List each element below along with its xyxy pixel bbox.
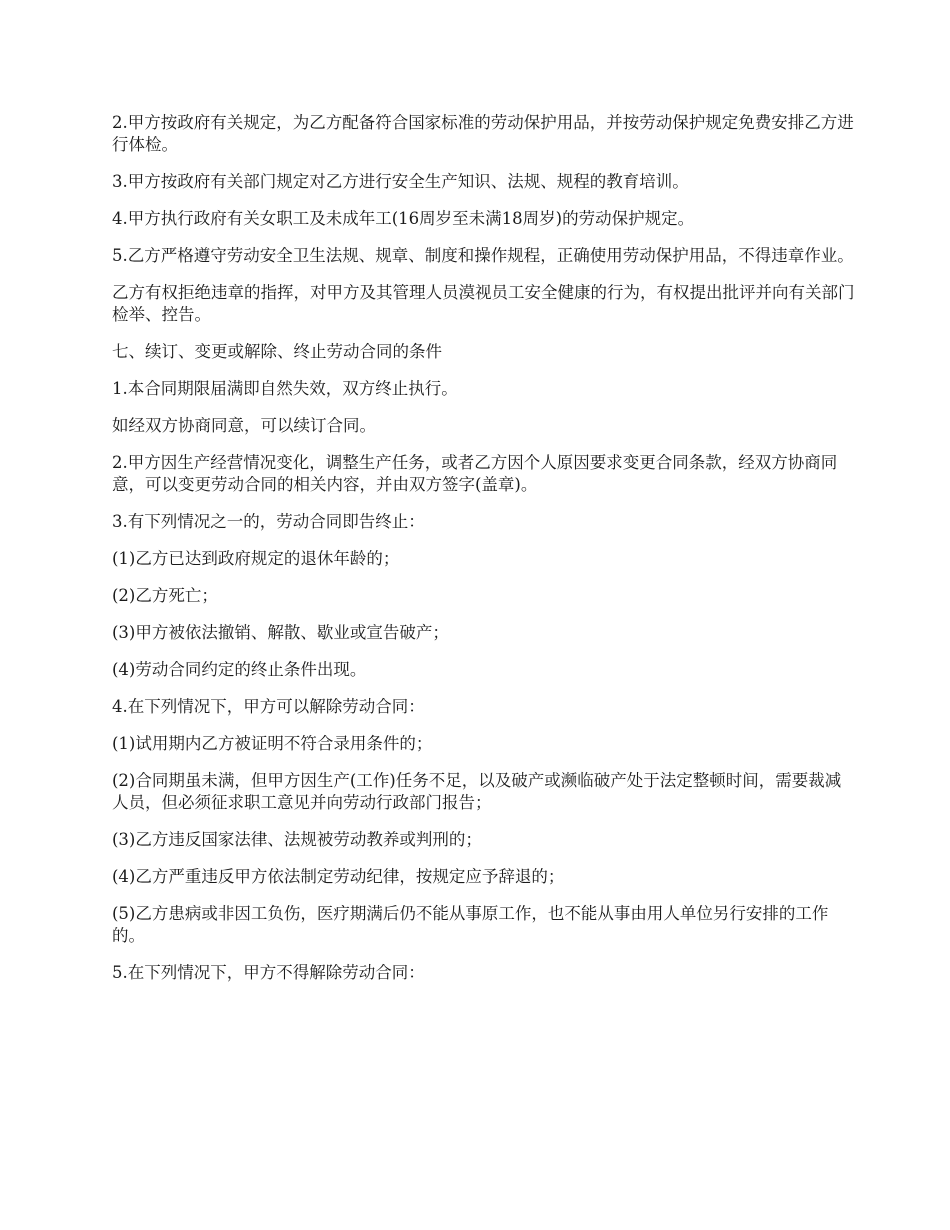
paragraph-renewal: 如经双方协商同意，可以续订合同。 xyxy=(112,416,376,435)
paragraph-right-to-refuse: 乙方有权拒绝违章的指挥，对甲方及其管理人员漠视员工安全健康的行为，有权提出批评并向有关部门检举、控告。 xyxy=(112,283,855,324)
list-item-bankruptcy: (3)甲方被依法撤销、解散、歇业或宣告破产； xyxy=(112,623,449,642)
paragraph-termination-conditions: 3.有下列情况之一的，劳动合同即告终止： xyxy=(112,512,425,531)
section-heading-7: 七、续订、变更或解除、终止劳动合同的条件 xyxy=(112,342,442,361)
list-item-death: (2)乙方死亡； xyxy=(112,586,218,605)
list-item-layoff: (2)合同期虽未满，但甲方因生产(工作)任务不足，以及破产或濒临破产处于法定整顿时间，需要裁减人员，但必须征求职工意见并向劳动行政部门报告； xyxy=(112,771,842,812)
document-page xyxy=(112,112,857,999)
list-item-agreed-condition: (4)劳动合同约定的终止条件出现。 xyxy=(112,660,367,679)
list-item-illness: (5)乙方患病或非因工负伤，医疗期满后仍不能从事原工作，也不能从事由用人单位另行安排的工作的。 xyxy=(112,904,829,945)
list-item-law-violation: (3)乙方违反国家法律、法规被劳动教养或判刑的； xyxy=(112,830,482,849)
list-item-retirement: (1)乙方已达到政府规定的退休年龄的； xyxy=(112,549,400,568)
paragraph-item-5-compliance: 5.乙方严格遵守劳动安全卫生法规、规章、制度和操作规程，正确使用劳动保护用品，不得违章作业。 xyxy=(112,246,854,265)
paragraph-item-4-female-minor-protection: 4.甲方执行政府有关女职工及未成年工(16周岁至未满18周岁)的劳动保护规定。 xyxy=(112,209,695,228)
paragraph-item-3-safety-training: 3.甲方按政府有关部门规定对乙方进行安全生产知识、法规、规程的教育培训。 xyxy=(112,172,689,191)
list-item-discipline-violation: (4)乙方严重违反甲方依法制定劳动纪律，按规定应予辞退的； xyxy=(112,867,565,886)
paragraph-item-2-physical-exam: 2.甲方按政府有关规定，为乙方配备符合国家标准的劳动保护用品，并按劳动保护规定免费安排乙方进行体检。 xyxy=(112,113,854,154)
paragraph-employer-may-not-dissolve: 5.在下列情况下，甲方不得解除劳动合同： xyxy=(112,963,425,982)
paragraph-term-expiry: 1.本合同期限届满即自然失效，双方终止执行。 xyxy=(112,379,458,398)
paragraph-contract-change: 2.甲方因生产经营情况变化，调整生产任务，或者乙方因个人原因要求变更合同条款，经双方协商同意，可以变更劳动合同的相关内容，并由双方签字(盖章)。 xyxy=(112,453,838,494)
paragraph-employer-may-dissolve: 4.在下列情况下，甲方可以解除劳动合同： xyxy=(112,697,425,716)
list-item-probation: (1)试用期内乙方被证明不符合录用条件的； xyxy=(112,734,433,753)
